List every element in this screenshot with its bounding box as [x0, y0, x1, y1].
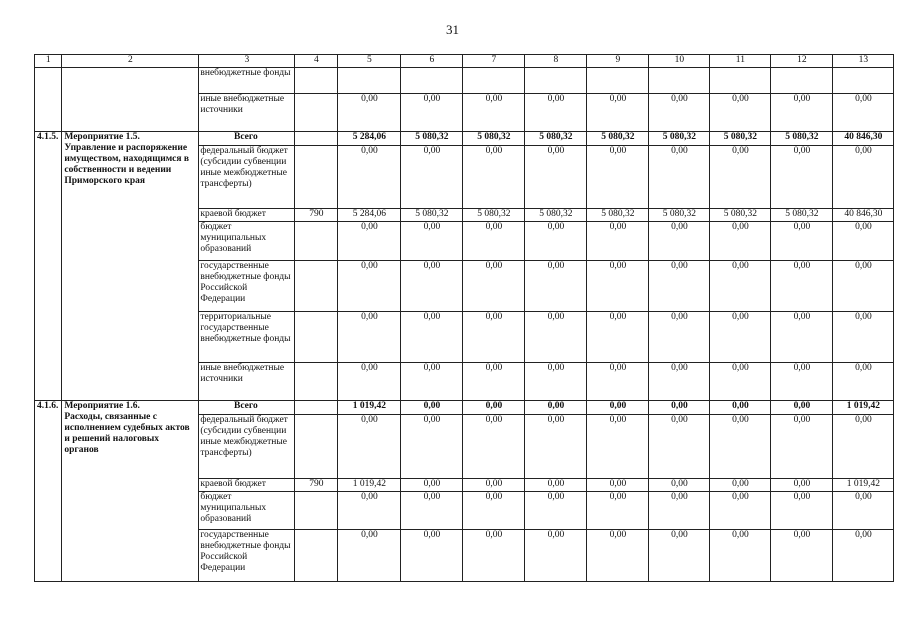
amount-cell: 0,00 [710, 530, 771, 582]
measure-name: Мероприятие 1.5. Управление и распоряжение имуществом, находящимся в собственности и ведении Приморского края [62, 132, 199, 401]
amount-cell: 5 080,32 [401, 132, 463, 146]
amount-cell: 0,00 [525, 479, 587, 492]
amount-cell: 0,00 [338, 146, 401, 209]
amount-cell: 5 080,32 [587, 209, 649, 222]
amount-cell: 0,00 [525, 530, 587, 582]
amount-cell: 0,00 [771, 415, 833, 479]
amount-cell [771, 68, 833, 94]
table-body [35, 68, 894, 582]
amount-cell [649, 68, 710, 94]
amount-cell: 0,00 [771, 401, 833, 415]
table-row-total [35, 401, 894, 415]
amount-cell: 0,00 [833, 363, 894, 401]
amount-cell [833, 68, 894, 94]
amount-cell: 0,00 [771, 312, 833, 363]
amount-cell: 0,00 [463, 312, 525, 363]
funding-source: государственные внебюджетные фонды Российской Федерации [199, 530, 295, 582]
amount-cell: 5 080,32 [649, 132, 710, 146]
amount-cell: 0,00 [710, 261, 771, 312]
column-header: 13 [833, 55, 894, 68]
amount-cell: 0,00 [463, 94, 525, 132]
funding-source: внебюджетные фонды [199, 68, 295, 94]
amount-cell: 0,00 [649, 94, 710, 132]
amount-cell: 0,00 [463, 479, 525, 492]
amount-cell: 0,00 [771, 363, 833, 401]
column-header: 8 [525, 55, 587, 68]
measure-code: 4.1.6. [35, 401, 62, 582]
budget-code-cell [295, 530, 338, 582]
amount-cell: 5 080,32 [401, 209, 463, 222]
amount-cell: 0,00 [710, 222, 771, 261]
funding-source: краевой бюджет [199, 209, 295, 222]
amount-cell: 0,00 [649, 261, 710, 312]
amount-cell: 0,00 [710, 401, 771, 415]
amount-cell: 0,00 [649, 146, 710, 209]
budget-code-cell [295, 415, 338, 479]
amount-cell: 0,00 [587, 363, 649, 401]
amount-cell: 0,00 [463, 222, 525, 261]
amount-cell: 0,00 [463, 146, 525, 209]
funding-source: Всего [199, 132, 295, 146]
amount-cell: 0,00 [833, 222, 894, 261]
table-row [35, 68, 894, 94]
budget-code-cell: 790 [295, 209, 338, 222]
amount-cell: 1 019,42 [833, 479, 894, 492]
funding-source: территориальные государственные внебюджетные фонды [199, 312, 295, 363]
amount-cell: 0,00 [525, 146, 587, 209]
amount-cell: 1 019,42 [338, 479, 401, 492]
amount-cell: 0,00 [710, 415, 771, 479]
amount-cell: 0,00 [401, 94, 463, 132]
measure-code [35, 68, 62, 132]
amount-cell: 0,00 [525, 222, 587, 261]
budget-table [34, 54, 894, 582]
amount-cell: 0,00 [401, 479, 463, 492]
amount-cell: 0,00 [587, 261, 649, 312]
page-number: 31 [446, 22, 459, 37]
amount-cell: 0,00 [525, 415, 587, 479]
amount-cell: 0,00 [771, 530, 833, 582]
amount-cell: 5 080,32 [771, 209, 833, 222]
amount-cell: 0,00 [463, 530, 525, 582]
amount-cell: 5 284,06 [338, 209, 401, 222]
amount-cell: 0,00 [649, 222, 710, 261]
amount-cell: 0,00 [833, 312, 894, 363]
amount-cell: 0,00 [710, 312, 771, 363]
amount-cell: 0,00 [587, 492, 649, 530]
amount-cell: 0,00 [525, 401, 587, 415]
column-header: 1 [35, 55, 62, 68]
funding-source: федеральный бюджет (субсидии субвенции иные межбюджетные трансферты) [199, 415, 295, 479]
amount-cell: 0,00 [401, 492, 463, 530]
amount-cell: 0,00 [587, 222, 649, 261]
amount-cell [401, 68, 463, 94]
amount-cell: 0,00 [338, 94, 401, 132]
amount-cell: 5 080,32 [649, 209, 710, 222]
amount-cell: 5 080,32 [463, 132, 525, 146]
amount-cell: 0,00 [771, 146, 833, 209]
amount-cell: 0,00 [338, 415, 401, 479]
amount-cell: 0,00 [649, 363, 710, 401]
amount-cell: 0,00 [463, 492, 525, 530]
amount-cell: 0,00 [710, 479, 771, 492]
funding-source: Всего [199, 401, 295, 415]
amount-cell: 0,00 [710, 94, 771, 132]
amount-cell: 1 019,42 [338, 401, 401, 415]
amount-cell [587, 68, 649, 94]
amount-cell: 40 846,30 [833, 132, 894, 146]
amount-cell [463, 68, 525, 94]
amount-cell: 0,00 [525, 312, 587, 363]
amount-cell: 0,00 [401, 222, 463, 261]
column-header: 10 [649, 55, 710, 68]
amount-cell: 0,00 [833, 415, 894, 479]
amount-cell: 0,00 [649, 415, 710, 479]
amount-cell: 0,00 [649, 479, 710, 492]
column-header: 4 [295, 55, 338, 68]
amount-cell: 0,00 [401, 146, 463, 209]
amount-cell: 0,00 [710, 492, 771, 530]
amount-cell: 0,00 [338, 222, 401, 261]
amount-cell: 5 284,06 [338, 132, 401, 146]
amount-cell: 0,00 [710, 146, 771, 209]
amount-cell: 0,00 [587, 94, 649, 132]
budget-code-cell [295, 222, 338, 261]
amount-cell: 0,00 [338, 363, 401, 401]
amount-cell: 0,00 [710, 363, 771, 401]
amount-cell: 5 080,32 [525, 209, 587, 222]
amount-cell: 0,00 [587, 312, 649, 363]
amount-cell: 0,00 [463, 363, 525, 401]
amount-cell: 0,00 [525, 363, 587, 401]
measure-name: Мероприятие 1.6. Расходы, связанные с исполнением судебных актов и решений налоговых органов [62, 401, 199, 582]
amount-cell: 0,00 [463, 261, 525, 312]
amount-cell: 0,00 [401, 363, 463, 401]
amount-cell: 0,00 [525, 261, 587, 312]
budget-code-cell [295, 492, 338, 530]
budget-code-cell [295, 68, 338, 94]
column-header: 11 [710, 55, 771, 68]
budget-code-cell [295, 312, 338, 363]
amount-cell: 0,00 [587, 401, 649, 415]
column-header: 2 [62, 55, 199, 68]
amount-cell: 0,00 [463, 415, 525, 479]
funding-source: бюджет муниципальных образований [199, 492, 295, 530]
amount-cell: 0,00 [338, 530, 401, 582]
amount-cell: 0,00 [401, 415, 463, 479]
amount-cell: 0,00 [401, 261, 463, 312]
funding-source: бюджет муниципальных образований [199, 222, 295, 261]
amount-cell: 1 019,42 [833, 401, 894, 415]
amount-cell: 0,00 [649, 312, 710, 363]
budget-code-cell [295, 363, 338, 401]
funding-source: краевой бюджет [199, 479, 295, 492]
funding-source: федеральный бюджет (субсидии субвенции иные межбюджетные трансферты) [199, 146, 295, 209]
amount-cell: 5 080,32 [771, 132, 833, 146]
amount-cell: 0,00 [401, 401, 463, 415]
amount-cell: 0,00 [587, 415, 649, 479]
amount-cell: 0,00 [525, 94, 587, 132]
column-header: 7 [463, 55, 525, 68]
amount-cell: 0,00 [833, 261, 894, 312]
amount-cell: 0,00 [463, 401, 525, 415]
amount-cell: 0,00 [649, 401, 710, 415]
amount-cell: 0,00 [338, 261, 401, 312]
amount-cell: 5 080,32 [587, 132, 649, 146]
funding-source: иные внебюджетные источники [199, 363, 295, 401]
column-header: 9 [587, 55, 649, 68]
budget-code-cell [295, 132, 338, 146]
measure-name [62, 68, 199, 132]
header-row [35, 55, 894, 68]
amount-cell: 5 080,32 [463, 209, 525, 222]
amount-cell: 0,00 [649, 530, 710, 582]
funding-source: иные внебюджетные источники [199, 94, 295, 132]
column-header: 6 [401, 55, 463, 68]
amount-cell: 0,00 [587, 479, 649, 492]
amount-cell: 0,00 [771, 479, 833, 492]
budget-code-cell: 790 [295, 479, 338, 492]
amount-cell: 0,00 [833, 146, 894, 209]
measure-code: 4.1.5. [35, 132, 62, 401]
column-header: 12 [771, 55, 833, 68]
amount-cell: 0,00 [587, 146, 649, 209]
budget-code-cell [295, 94, 338, 132]
amount-cell [338, 68, 401, 94]
amount-cell: 0,00 [525, 492, 587, 530]
amount-cell: 5 080,32 [710, 132, 771, 146]
amount-cell: 0,00 [833, 530, 894, 582]
table-row-total [35, 132, 894, 146]
column-header: 3 [199, 55, 295, 68]
amount-cell: 0,00 [338, 492, 401, 530]
amount-cell: 0,00 [401, 312, 463, 363]
amount-cell: 5 080,32 [710, 209, 771, 222]
amount-cell: 0,00 [587, 530, 649, 582]
funding-source: государственные внебюджетные фонды Российской Федерации [199, 261, 295, 312]
amount-cell: 0,00 [771, 94, 833, 132]
amount-cell: 0,00 [771, 222, 833, 261]
amount-cell [710, 68, 771, 94]
amount-cell: 0,00 [649, 492, 710, 530]
amount-cell: 0,00 [771, 261, 833, 312]
budget-code-cell [295, 401, 338, 415]
amount-cell: 0,00 [401, 530, 463, 582]
amount-cell: 0,00 [338, 312, 401, 363]
amount-cell: 0,00 [771, 492, 833, 530]
budget-code-cell [295, 146, 338, 209]
column-header: 5 [338, 55, 401, 68]
amount-cell: 40 846,30 [833, 209, 894, 222]
amount-cell: 0,00 [833, 94, 894, 132]
amount-cell [525, 68, 587, 94]
amount-cell: 0,00 [833, 492, 894, 530]
amount-cell: 5 080,32 [525, 132, 587, 146]
budget-code-cell [295, 261, 338, 312]
